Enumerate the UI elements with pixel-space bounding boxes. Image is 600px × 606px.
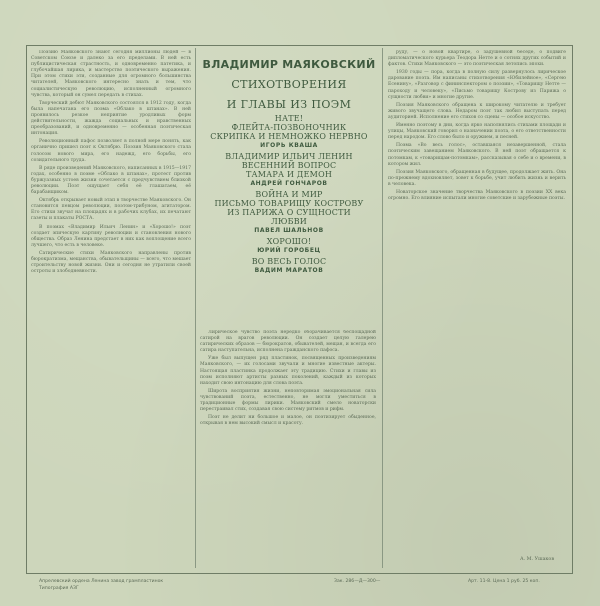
- album-title: И ГЛАВЫ ИЗ ПОЭМ: [226, 98, 352, 111]
- performer-name: АНДРЕЙ ГОНЧАРОВ: [250, 180, 328, 187]
- track-title: НАТЕ!: [274, 114, 304, 123]
- track-title: ТАМАРА И ДЕМОН: [245, 170, 333, 179]
- performer-name: ИГОРЬ КВАША: [260, 142, 318, 149]
- paragraph: Широта восприятия жизни, неповторимая эмоциональная сила чувствований поэта, естественно, не могли уместиться в традиционные формы лирики. Маяковский смело новаторски перестраивал стих, создавая свою систему ритмов и рифм.: [200, 388, 376, 413]
- track-title: ВО ВЕСЬ ГОЛОС: [251, 257, 327, 266]
- album-title: СТИХОТВОРЕНИЯ: [231, 78, 347, 91]
- paragraph: Лирическое чувство поэта нередко оборачивается беспощадной сатирой на врагов революции. Он создает целую галерею сатирических образов — бюрократов, обывателей, мещан, и всегда его сатира наступательна, исполнена гражданского пафоса.: [200, 330, 376, 354]
- paragraph: Творческий дебют Маяковского состоялся в 1912 году, когда была напечатана его поэма «Облако в штанах». В ней проявилось резкое неприятие уродливых форм действительности, жажда социальных и нравственных преобразований, и одновременно — особенная поэтическая интонация.: [31, 100, 191, 137]
- paragraph: Поэзия Маяковского, обращенная в будущее, продолжает жить. Она по-прежнему вдохновляет, зовет к борьбе, учит любить жизнь и верить в человека.: [388, 169, 566, 187]
- column-divider: [382, 48, 383, 568]
- paragraph: В поэмах «Владимир Ильич Ленин» и «Хорошо!» поэт создает эпическую картину революции и становления нового общества. Образ Ленина предстает в них как воплощение всего лучшего, что есть в человеке.: [31, 224, 191, 248]
- price-line: Арт. 11-8. Цена 1 руб. 25 коп.: [468, 579, 540, 584]
- track-listing: [198, 50, 380, 277]
- track-title: ФЛЕЙТА-ПОЗВОНОЧНИК: [231, 123, 347, 132]
- track-title: ВЕСЕННИЙ ВОПРОС: [241, 161, 337, 170]
- performer-name: ВАДИМ МАРАТОВ: [254, 267, 324, 274]
- track-title: ПИСЬМО ТОВАРИЩУ КОСТРОВУ: [214, 199, 364, 208]
- paragraph: Сатирические стихи Маяковского направлены против бюрократизма, мещанства, обывательщины — всего, что мешает строительству новой жизни. Они и сегодня не утратили своей остроты и злободневности.: [31, 250, 191, 275]
- right-text-column: [388, 50, 566, 568]
- column-divider: [195, 48, 196, 568]
- paragraph: Новаторское значение творчества Маяковского в поэзии XX века огромно. Его влияние испытали многие советские и зарубежные поэты.: [388, 189, 566, 202]
- paragraph: Поэзию Маяковского знают сегодня миллионы людей — в Советском Союзе и далеко за его пределами. В ней есть публицистическая страстность, и одновременно патетика, и глубочайшая лирика, и мастерство поэтического выражения. При этом стихи эти, созданные для огромного большинства читателей, Маяковского интересно знать и тем, что социалистическую революцию, исполненный огромного чувства, который он сумел передать в стихах.: [31, 50, 191, 98]
- paragraph: Поэзия Маяковского обращена к широкому читателю и требует живого звучащего слова. Недаром поэт так любил выступать перед аудиторией. Исполнение его стихов со сцены — особое искусство.: [388, 102, 566, 120]
- track-title: ИЗ ПАРИЖА О СУЩНОСТИ: [227, 208, 351, 217]
- order-number: Зак. 286—Д—300—: [334, 579, 381, 584]
- paragraph: В ряде произведений Маяковского, написанных в 1915—1917 годах, особенно в поэме «Облако в штанах», протест против буржуазных устоев жизни сочетается с предчувствием близкой революции. Поэт ощущает себя её глашатаем, её барабанщиком.: [31, 165, 191, 196]
- imprint-footer: [31, 574, 571, 602]
- paragraph: Поэт не делит ни большое и малое, он поэтизирует обыденное, открывая в нем высокий смысл и красоту.: [200, 415, 376, 427]
- author-name: ВЛАДИМИР МАЯКОВСКИЙ: [202, 58, 376, 71]
- paragraph: Именно поэтому в дни, когда ярко наполнялись стихами площади и улицы, Маяковский говорил о назначении поэта, о его ответственности перед народом. Его слово было и оружием, и песней.: [388, 123, 566, 141]
- track-title: ВЛАДИМИР ИЛЬИЧ ЛЕНИН: [225, 152, 353, 161]
- manufacturer-line: Апрелевский ордена Ленина завод грампластинок: [39, 579, 164, 584]
- paragraph: Уже был выпущен ряд пластинок, посвященных произведениям Маяковского, — их голосами звучали и многие известные актеры. Настоящая пластинка продолжает эту традицию. Стихи и главы из поэм исполняют артисты разных поколений, каждый из которых находит свою интонацию для слова поэта.: [200, 356, 376, 386]
- paragraph: 1930 годы — пора, когда в полную силу развернулось лирическое дарование поэта. Им написаны стихотворения «Юбилейное», «Сергею Есенину», «Разговор с фининспектором о поэзии», «Товарищу Нетте — пароходу и человеку», «Письмо товарищу Кострову из Парижа о сущности любви» и многие другие.: [388, 70, 566, 100]
- left-text-column: [31, 50, 191, 568]
- performer-name: ЮРИЙ ГОРОБЕЦ: [257, 247, 321, 254]
- paragraph: Октябрь открывает новый этап в творчестве Маяковского. Он становится певцом революции, поэтом-трибуном, агитатором. Его стихи звучат на площадях и в рабочих клубах, их печатают газеты и плакаты РОСТА.: [31, 198, 191, 222]
- paragraph: руду, — о новой квартире, о задушевной беседе, о подвиге дипломатического курьера Теодора Нетте и о сотнях других событий и фактов. Стихи Маяковского — это поэтическая летопись эпохи.: [388, 50, 566, 68]
- track-title: ЛЮБВИ: [271, 217, 307, 226]
- author-signature: А. М. Ушаков: [520, 557, 555, 562]
- track-title: ХОРОШО!: [266, 237, 312, 246]
- performer-name: ПАВЕЛ ШАЛЬНОВ: [254, 227, 324, 234]
- middle-text-column: [200, 330, 376, 568]
- track-title: ВОЙНА И МИР: [255, 190, 323, 199]
- paragraph: Революционный пафос позволяет в полной мере понять, как органично пришел поэт к Октябрю. Поэзия Маяковского стала голосом нового мира, его надежд, его борьбы, его созидательного труда.: [31, 139, 191, 163]
- track-title: СКРИПКА И НЕМНОЖКО НЕРВНО: [210, 132, 368, 141]
- printer-line: Типография АЗГ: [39, 586, 79, 591]
- paragraph: Поэма «Во весь голос», оставшаяся незавершенной, стала поэтическим завещанием Маяковского. В ней поэт обращается к потомкам, к «товарищам-потомкам», рассказывая о себе и о времени, в котором жил.: [388, 143, 566, 167]
